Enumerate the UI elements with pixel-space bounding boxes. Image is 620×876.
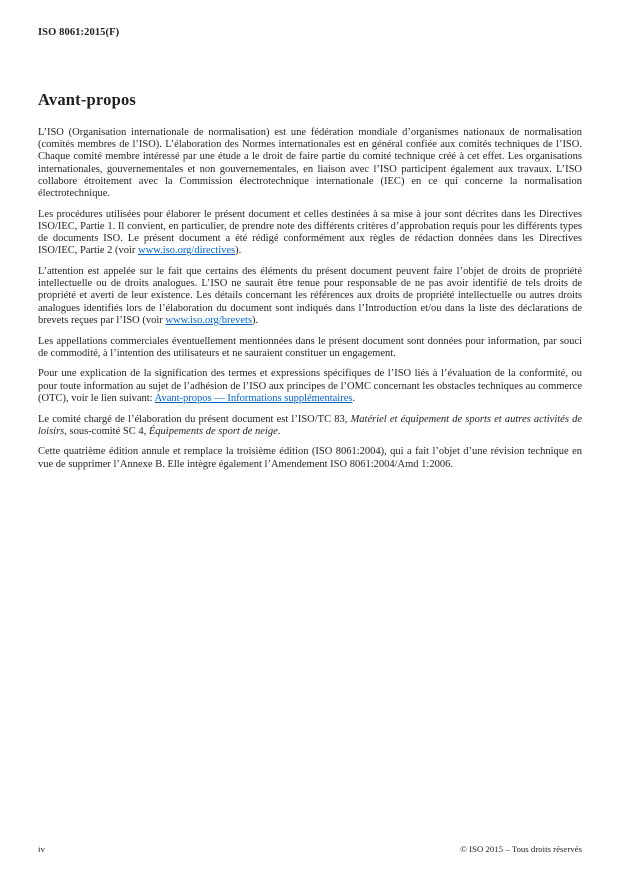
paragraph xyxy=(38,209,582,258)
page-title: Avant-propos xyxy=(38,90,137,109)
paragraph xyxy=(38,414,582,438)
paragraph-text: ). xyxy=(235,245,242,257)
paragraph xyxy=(38,368,582,405)
link-foreword-supplementary-info[interactable]: Avant-propos — Informations supplémentaires xyxy=(154,392,353,404)
paragraph-text: L’ISO (Organisation internationale de normalisation) est une fédération mondiale d’organismes nationaux de normalisation (comités membres de l’ISO). L’élaboration des Normes internationales est en général confiée aux comités techniques de l’ISO. Chaque comité membre intéressé par une étude a le droit de faire partie du comité technique créé à cet effet. Les organisations internationales, gouvernementales et non gouvernementales, en liaison avec l’ISO participent également aux travaux. L’ISO collabore étroitement avec la Commission électrotechnique internationale (IEC) en ce qui concerne la normalisation électrotechnique. xyxy=(38,127,582,200)
paragraph xyxy=(38,446,582,470)
subcommittee-name: Équipements de sport de neige xyxy=(148,425,278,437)
page-footer xyxy=(38,844,582,854)
paragraph-text: L’attention est appelée sur le fait que certains des éléments du présent document peuvent faire l’objet de droits de propriété intellectuelle ou de droits analogues. L’ISO ne saurait être tenue pour responsable de ne pas avoir identifié de tels droits de propriété et averti de leur existence. Les détails concernant les références aux droits de propriété intellectuelle ou autres droits analogues identifiés lors de l’élaboration du document sont indiqués dans l’Introduction et/ou dans la liste des déclarations de brevets reçues par l’ISO (voir xyxy=(38,266,582,326)
paragraph-text: . xyxy=(352,392,356,404)
page-number: iv xyxy=(38,844,45,854)
paragraph-text: , sous-comité SC 4, xyxy=(64,425,149,437)
paragraph-text: Pour une explication de la signification des termes et expressions spécifiques de l’ISO liés à l’évaluation de la conformité, ou pour toute information au sujet de l’adhésion de l’ISO aux principes de l’OMC concernant les obstacles techniques au commerce (OTC), voir le lien suivant: xyxy=(38,368,582,404)
committee-name: Matériel et équipement de sports et autres activités de loisirs xyxy=(38,413,582,437)
paragraph-text: Les procédures utilisées pour élaborer le présent document et celles destinées à sa mise à jour sont décrites dans les Directives ISO/IEC, Partie 1. Il convient, en particulier, de prendre note des différents critères d’approbation requis pour les différents types de documents ISO. Le présent document a été rédigé conformément aux règles de rédaction données dans les Directives ISO/IEC, Partie 2 (voir xyxy=(38,208,582,257)
paragraph xyxy=(38,336,582,360)
document-body xyxy=(38,127,582,471)
paragraph xyxy=(38,266,582,327)
paragraph-text: Les appellations commerciales éventuellement mentionnées dans le présent document sont données pour information, par souci de commodité, à l’intention des utilisateurs et ne sauraient constituer un engagement. xyxy=(38,335,582,359)
link-iso-brevets[interactable]: www.iso.org/brevets xyxy=(165,314,253,326)
document-header xyxy=(38,27,582,38)
paragraph-text: . xyxy=(277,425,281,437)
copyright-notice: © ISO 2015 – Tous droits réservés xyxy=(460,844,582,854)
paragraph-text: Le comité chargé de l’élaboration du présent document est l’ISO/TC 83, xyxy=(38,413,351,425)
link-iso-directives[interactable]: www.iso.org/directives xyxy=(138,245,236,257)
document-reference: ISO 8061:2015(F) xyxy=(38,27,120,38)
paragraph-text: ). xyxy=(252,314,259,326)
paragraph-text: Cette quatrième édition annule et remplace la troisième édition (ISO 8061:2004), qui a fait l’objet d’une révision technique en vue de supprimer l’Annexe B. Elle intègre également l’Amendement ISO 8061:2004/Amd 1:2006. xyxy=(38,446,582,470)
paragraph xyxy=(38,127,582,200)
